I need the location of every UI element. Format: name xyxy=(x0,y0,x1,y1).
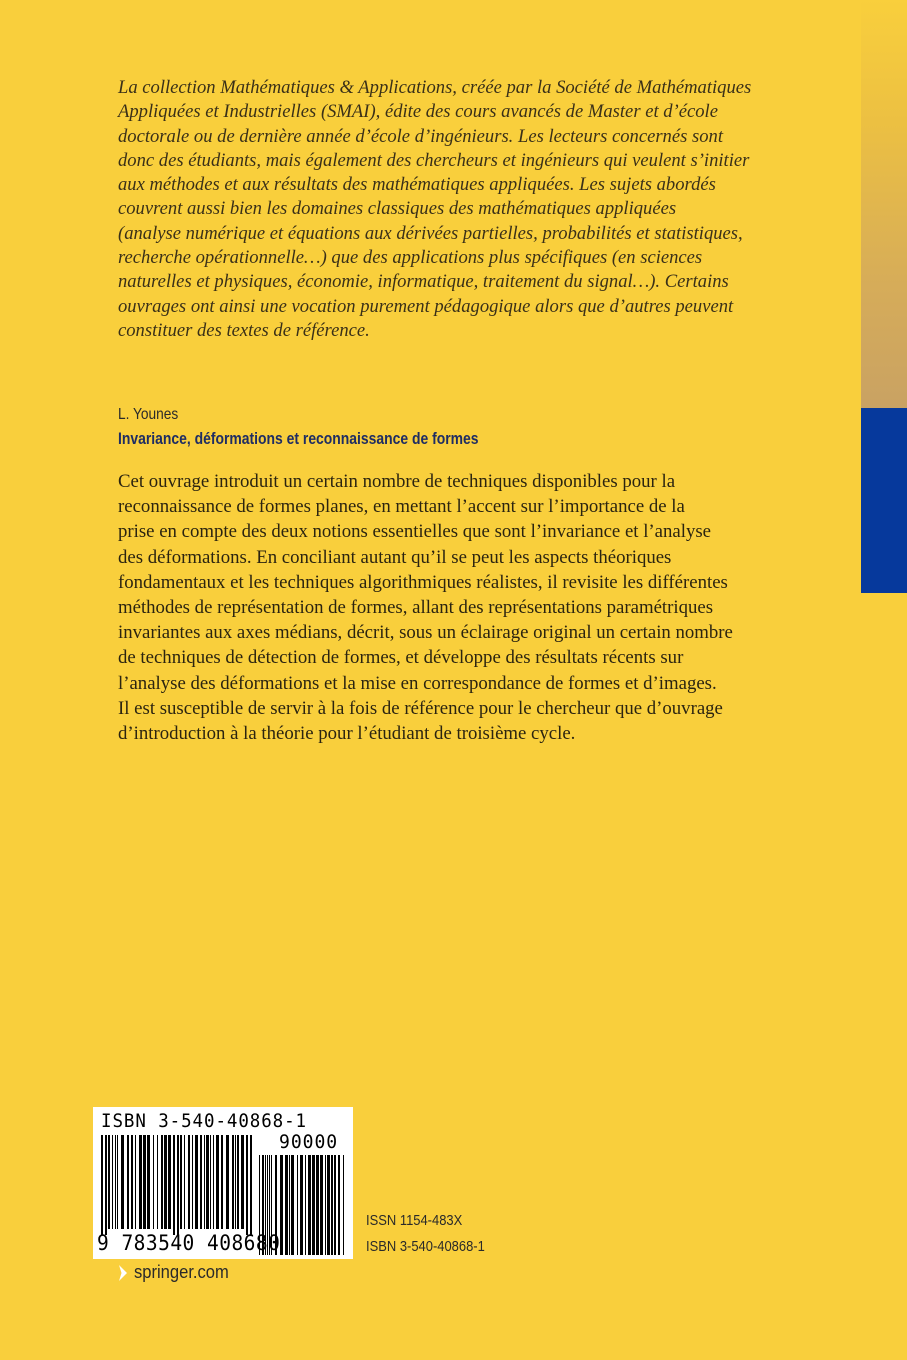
publisher-link[interactable] xyxy=(118,1262,237,1283)
collection-description: La collection Mathématiques & Applications, créée par la Société de Mathématiques Appliquées et Industrielles (SMAI), édite des cours avancés de Master et d’école doctorale ou de dernière année d’école d’ingénieurs. Les lecteurs concernés sont donc des étudiants, mais également des chercheurs et ingénieurs qui veulent s’initier aux méthodes et aux résultats des mathématiques appliquées. Les sujets abordés couvrent aussi bien les domaines classiques des mathématiques appliquées (analyse numérique et équations aux dérivées partielles, probabilités et statistiques, recherche opérationnelle…) que des applications plus spécifiques (en sciences naturelles et physiques, économie, informatique, traitement du signal…). Certains ouvrages ont ainsi une vocation purement pédagogique alors que d’autres peuvent constituer des textes de référence. xyxy=(118,77,752,341)
barcode-ean-digits: 9 783540 408680 xyxy=(97,1231,281,1255)
barcode-isbn-label: ISBN 3-540-40868-1 xyxy=(101,1110,307,1132)
book-title: Invariance, déformations et reconnaissance de formes xyxy=(118,430,479,448)
barcode-addon-digits: 90000 xyxy=(279,1131,339,1153)
book-author: L. Younes xyxy=(118,406,179,423)
publisher-link-label: springer.com xyxy=(134,1262,229,1282)
spine-blue-band xyxy=(861,408,907,593)
barcode xyxy=(93,1107,353,1259)
issn-label: ISSN 1154-483X xyxy=(366,1213,463,1229)
chevron-right-icon xyxy=(118,1265,128,1281)
book-description: Cet ouvrage introduit un certain nombre de techniques disponibles pour la reconnaissance de formes planes, en mettant l’accent sur l’importance de la prise en compte des deux notions essentielles que sont l’invariance et l’analyse des déformations. En conciliant autant qu’il se peut les aspects théoriques fondamentaux et les techniques algorithmiques réalistes, il revisite les différentes méthodes de représentation de formes, allant des représentations paramétriques invariantes aux axes médians, décrit, sous un éclairage original un certain nombre de techniques de détection de formes, et développe des résultats récents sur l’analyse des déformations et la mise en correspondance de formes et d’images. Il est susceptible de servir à la fois de référence pour le chercheur que d’ouvrage d’introduction à la théorie pour l’étudiant de troisième cycle. xyxy=(118,471,733,745)
isbn-label: ISBN 3-540-40868-1 xyxy=(366,1239,485,1255)
spine-lower-band xyxy=(861,593,907,1360)
spine-gradient-band xyxy=(861,0,907,408)
